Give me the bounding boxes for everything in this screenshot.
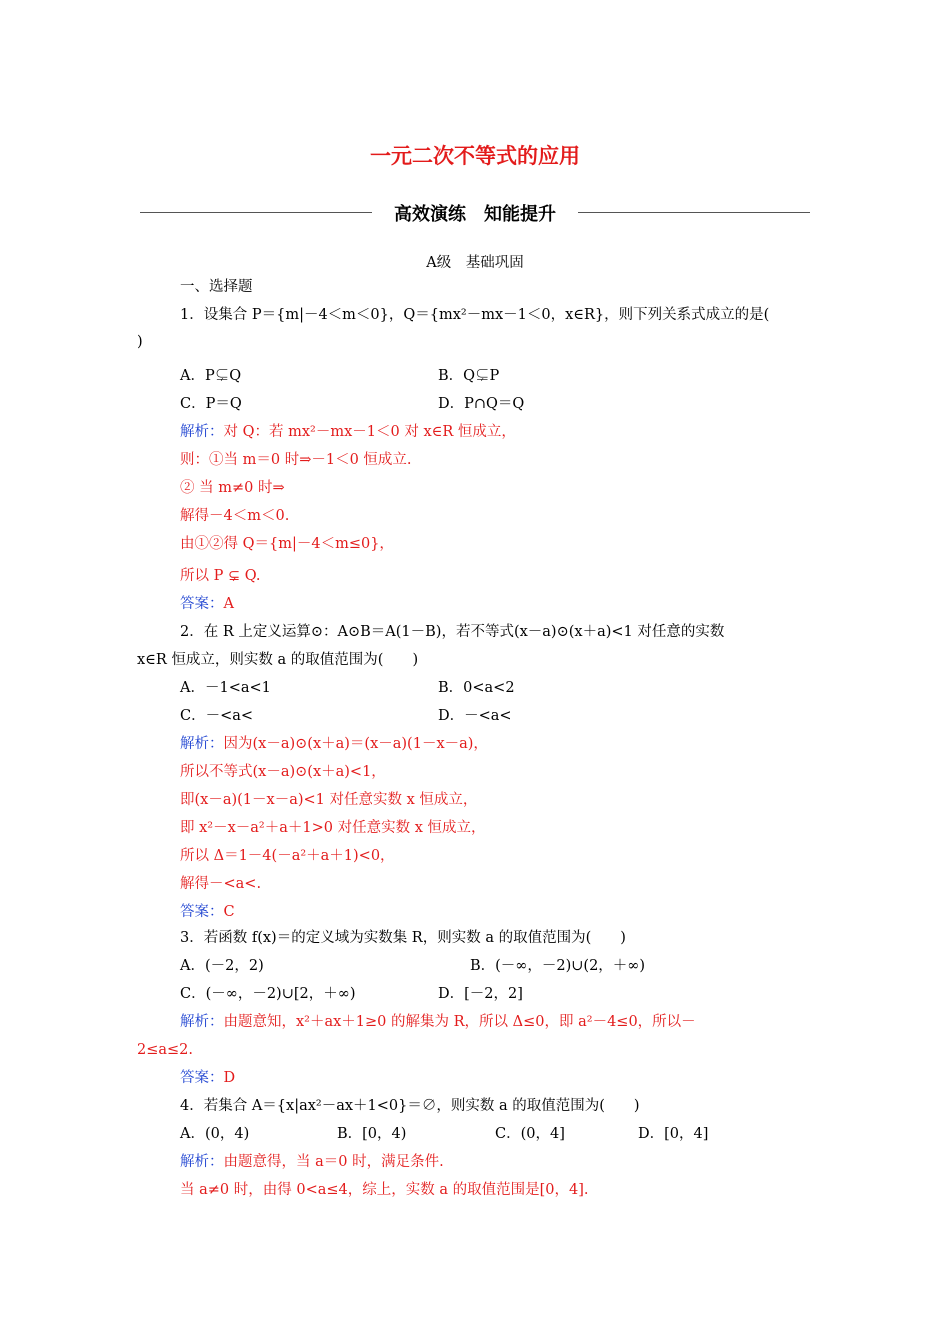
q3-answer xyxy=(180,1068,235,1088)
section-heading: 一、选择题 xyxy=(180,279,253,295)
answer-label: 答案： xyxy=(180,596,224,612)
q1-stem-line1: 1．设集合 P＝{m|－4＜m＜0}，Q＝{mx²－mx－1＜0，x∈R}，则下列关系式成立的是( xyxy=(180,307,770,323)
q2-option-c: C．－<a< xyxy=(180,708,254,724)
q1-option-c: C．P＝Q xyxy=(180,396,242,412)
q1-option-d: D．P∩Q＝Q xyxy=(438,396,525,412)
q1-analysis-line3: ② 当 m≠0 时⇒ xyxy=(180,480,285,496)
page-title: 一元二次不等式的应用 xyxy=(370,144,580,168)
q3-option-b: B．(－∞，－2)∪(2，＋∞) xyxy=(470,958,646,974)
q2-analysis-line1 xyxy=(180,734,488,754)
q3-analysis-line1 xyxy=(180,1012,696,1032)
q1-analysis-line6: 所以 P ⊊ Q. xyxy=(180,568,261,584)
q2-analysis-line4: 即 x²－x－a²＋a＋1>0 对任意实数 x 恒成立， xyxy=(180,820,486,836)
q1-option-a: A．P⊊Q xyxy=(180,368,242,384)
q1-stem-line2: ) xyxy=(137,334,143,350)
q1-analysis-text1: 对 Q：若 mx²－mx－1＜0 对 x∈R 恒成立， xyxy=(223,424,516,440)
q2-analysis-line5: 所以 Δ＝1－4(－a²＋a＋1)<0， xyxy=(180,848,395,864)
q2-analysis-line2: 所以不等式(x－a)⊙(x＋a)<1， xyxy=(180,764,386,780)
analysis-label: 解析： xyxy=(180,1154,224,1170)
banner-rule-right xyxy=(578,212,810,213)
q3-answer-value: D xyxy=(223,1070,236,1086)
q4-option-d: D．[0，4] xyxy=(638,1126,709,1142)
analysis-label: 解析： xyxy=(180,1014,224,1030)
q4-stem: 4．若集合 A＝{x|ax²－ax＋1<0}＝∅，则实数 a 的取值范围为( ) xyxy=(180,1098,640,1114)
banner-text: 高效演练 知能提升 xyxy=(394,204,556,225)
q1-answer-value: A xyxy=(223,596,234,612)
q3-analysis-text1: 由题意知，x²＋ax＋1≥0 的解集为 R，所以 Δ≤0，即 a²－4≤0，所以－ xyxy=(223,1014,696,1030)
q1-option-b: B．Q⊊P xyxy=(438,368,500,384)
q2-analysis-line6: 解得－<a<. xyxy=(180,876,262,892)
q1-analysis-line5: 由①②得 Q＝{m|－4＜m≤0}， xyxy=(180,536,394,552)
q4-option-c: C．(0，4] xyxy=(495,1126,565,1142)
analysis-label: 解析： xyxy=(180,736,224,752)
q2-option-b: B．0<a<2 xyxy=(438,680,515,696)
q4-option-a: A．(0，4) xyxy=(180,1126,250,1142)
banner-rule-left xyxy=(140,212,372,213)
section-banner xyxy=(140,198,810,228)
q2-analysis-line3: 即(x－a)(1－x－a)<1 对任意实数 x 恒成立， xyxy=(180,792,478,808)
q2-analysis-text1: 因为(x－a)⊙(x＋a)＝(x－a)(1－x－a)， xyxy=(223,736,488,752)
q2-option-a: A．－1<a<1 xyxy=(180,680,271,696)
answer-label: 答案： xyxy=(180,904,224,920)
q2-answer-value: C xyxy=(223,904,235,920)
q2-stem-line2: x∈R 恒成立，则实数 a 的取值范围为( ) xyxy=(137,652,419,668)
q1-answer xyxy=(180,594,234,614)
q3-option-c: C．(－∞，－2)∪[2，＋∞) xyxy=(180,986,356,1002)
q2-option-d: D．－<a< xyxy=(438,708,512,724)
analysis-label: 解析： xyxy=(180,424,224,440)
q2-answer xyxy=(180,902,235,922)
q4-option-b: B．[0，4) xyxy=(337,1126,407,1142)
q3-option-a: A．(－2，2) xyxy=(180,958,264,974)
q3-option-d: D．[－2，2] xyxy=(438,986,523,1002)
q2-stem-line1: 2．在 R 上定义运算⊙：A⊙B＝A(1－B)，若不等式(x－a)⊙(x＋a)<1 对任意的实数 xyxy=(180,624,725,640)
q4-analysis-line1 xyxy=(180,1152,444,1172)
q1-analysis-line4: 解得－4＜m＜0. xyxy=(180,508,290,524)
level-heading: A级 基础巩固 xyxy=(426,255,524,271)
q1-analysis-line2: 则：①当 m＝0 时⇒－1＜0 恒成立. xyxy=(180,452,412,468)
q4-analysis-text1: 由题意得，当 a＝0 时，满足条件. xyxy=(223,1154,444,1170)
q3-stem: 3．若函数 f(x)＝的定义域为实数集 R，则实数 a 的取值范围为( ) xyxy=(180,930,626,946)
q1-analysis-line1 xyxy=(180,422,516,442)
q4-analysis-line2: 当 a≠0 时，由得 0<a≤4，综上，实数 a 的取值范围是[0，4]. xyxy=(180,1182,589,1198)
q3-analysis-line2: 2≤a≤2. xyxy=(137,1042,194,1058)
answer-label: 答案： xyxy=(180,1070,224,1086)
